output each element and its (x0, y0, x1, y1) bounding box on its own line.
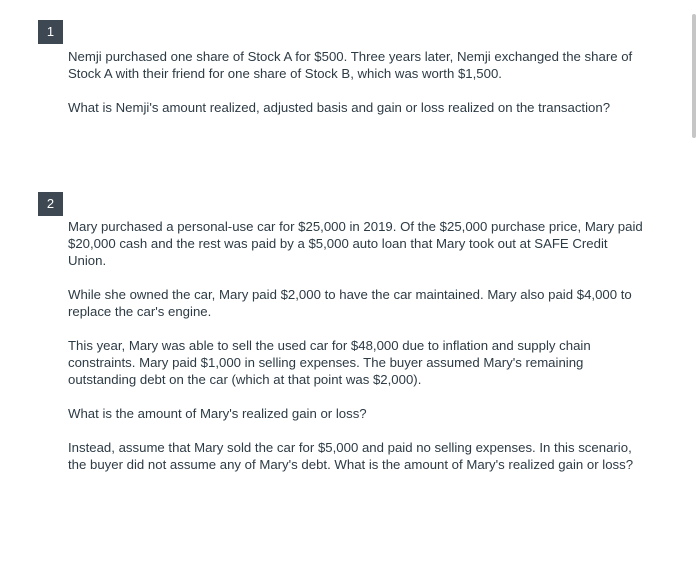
question-number-badge: 1 (38, 20, 63, 44)
question-2-prompt: What is the amount of Mary's realized gain or loss? (68, 406, 367, 421)
question-number-badge: 2 (38, 192, 63, 216)
vertical-scrollbar[interactable] (692, 14, 696, 138)
question-2-paragraph: While she owned the car, Mary paid $2,000 to have the car maintained. Mary also paid $4,000 to replace the car's engine. (68, 287, 632, 319)
question-2-paragraph: This year, Mary was able to sell the used car for $48,000 due to inflation and supply chain constraints. Mary paid $1,000 in selling expenses. The buyer assumed Mary's remaining outstanding debt on the car (which at that point was $2,000). (68, 338, 591, 387)
question-2-paragraph: Mary purchased a personal-use car for $25,000 in 2019. Of the $25,000 purchase price, Mary paid $20,000 cash and the rest was paid by a $5,000 auto loan that Mary took out at SAFE Credit Union. (68, 219, 643, 268)
question-2-text (68, 218, 648, 473)
question-1-paragraph: Nemji purchased one share of Stock A for $500. Three years later, Nemji exchanged the share of Stock A with their friend for one share of Stock B, which was worth $1,500. (68, 49, 633, 81)
question-2-prompt: Instead, assume that Mary sold the car for $5,000 and paid no selling expenses. In this scenario, the buyer did not assume any of Mary's debt. What is the amount of Mary's realized gain or loss? (68, 440, 634, 472)
question-1-prompt: What is Nemji's amount realized, adjusted basis and gain or loss realized on the transaction? (68, 100, 611, 115)
question-1-text (68, 48, 648, 116)
